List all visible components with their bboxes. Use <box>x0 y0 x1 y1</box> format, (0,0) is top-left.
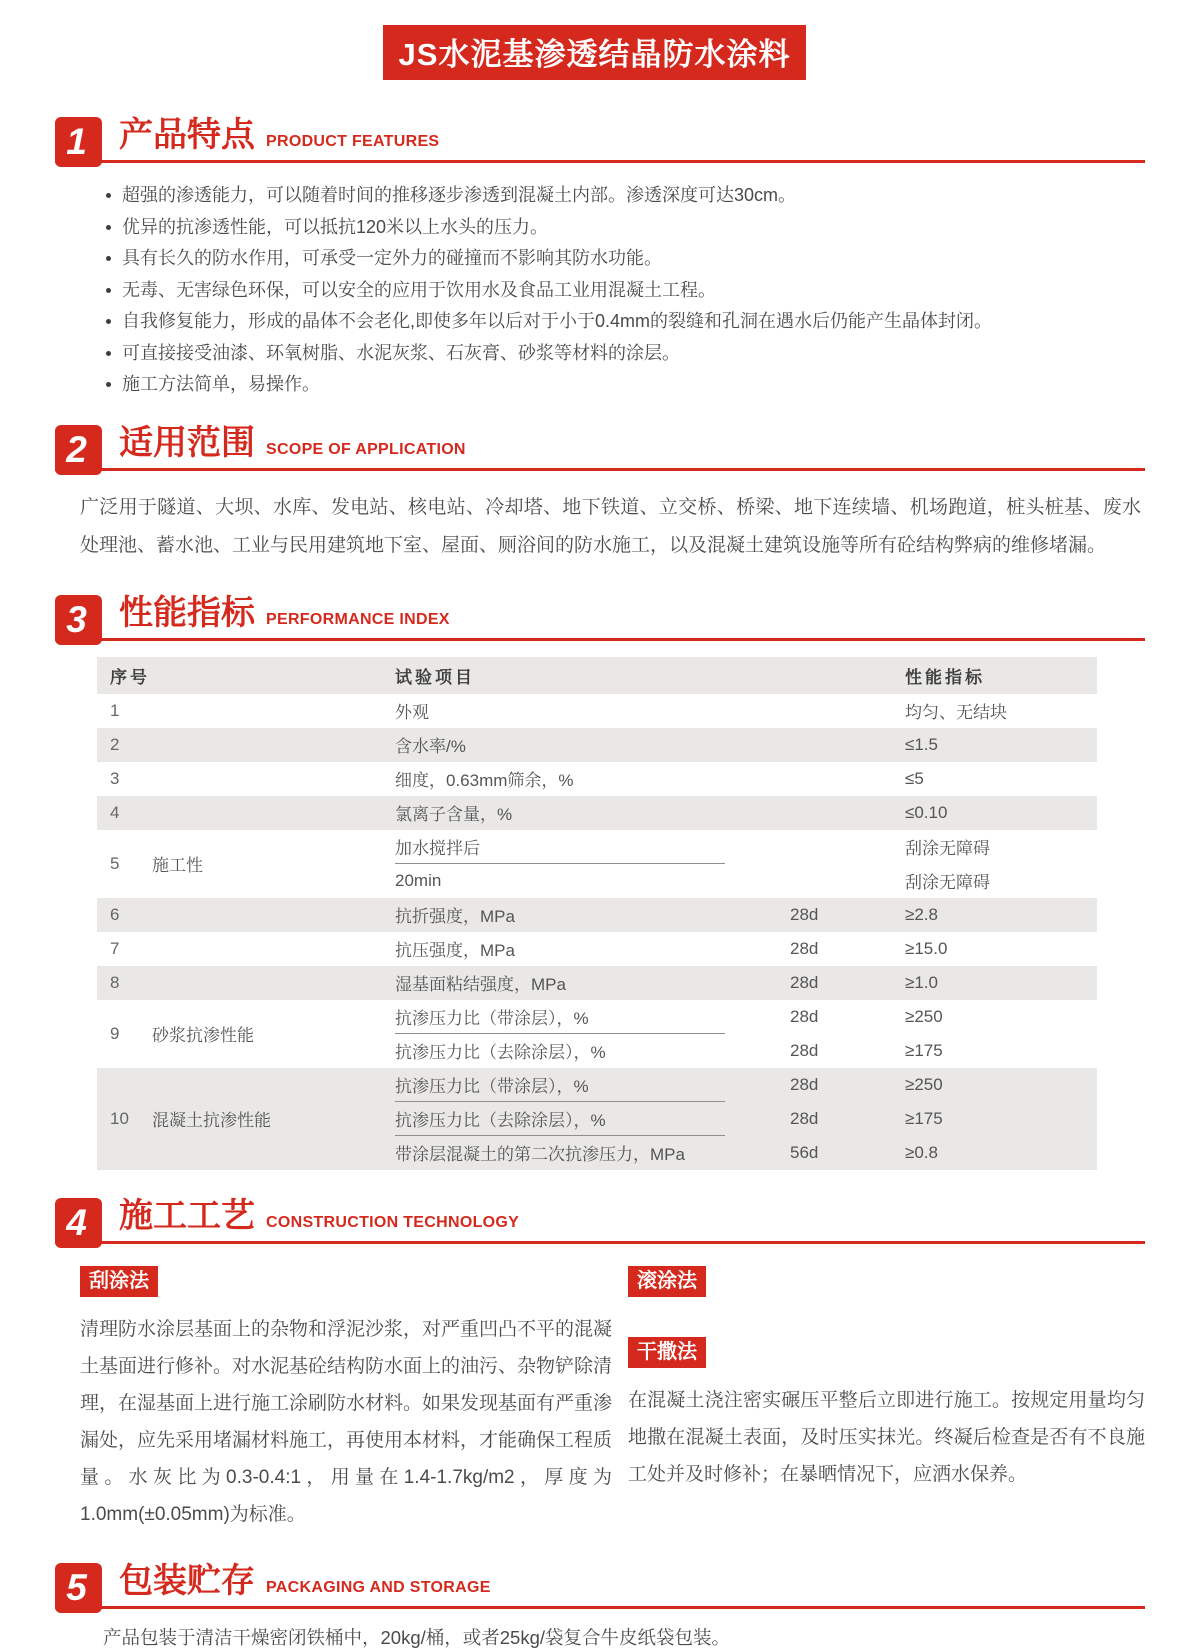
table-row <box>97 796 1097 830</box>
col-header-no: 序号 <box>110 667 150 687</box>
cell-items <box>395 932 1097 966</box>
cell-category: 施工性 <box>152 856 203 875</box>
table-row <box>97 932 1097 966</box>
cell-age: 28d <box>790 1074 819 1094</box>
table-row <box>97 694 1097 728</box>
test-item-row <box>395 830 1097 864</box>
table-header-row <box>97 657 1097 694</box>
cell-age: 28d <box>790 904 819 924</box>
cell-age: 56d <box>790 1142 819 1162</box>
product-title-banner <box>383 25 807 80</box>
cell-no: 5 <box>110 853 120 873</box>
packaging-text: 产品包装于清洁干燥密闭铁桶中，20kg/桶，或者25kg/袋复合牛皮纸袋包装。 <box>103 1626 731 1648</box>
cell-test-item: 湿基面粘结强度，MPa <box>395 975 566 994</box>
cell-index: ≤5 <box>905 768 924 788</box>
cell-index: ≤1.5 <box>905 734 938 754</box>
cell-test-item: 抗折强度，MPa <box>395 907 515 926</box>
cell-category <box>152 932 395 966</box>
section-number-badge: 2 <box>55 425 102 475</box>
cell-items <box>395 762 1097 796</box>
cell-index: ≥175 <box>905 1108 943 1128</box>
cell-items <box>395 728 1097 762</box>
section-packaging-header <box>55 1563 1145 1609</box>
test-item-row <box>395 728 1097 762</box>
cell-test-item: 抗渗压力比（去除涂层），% <box>395 1102 725 1136</box>
table-row <box>97 762 1097 796</box>
table-row <box>97 830 1097 898</box>
test-item-row <box>395 1034 1097 1068</box>
datasheet-page <box>0 25 1189 1648</box>
cell-test-item: 抗渗压力比（带涂层），% <box>395 1000 725 1034</box>
cell-no: 6 <box>110 904 120 924</box>
cell-index: 刮涂无障碍 <box>905 839 990 858</box>
section-packaging <box>0 1563 1189 1650</box>
cell-items <box>395 966 1097 1000</box>
cell-age <box>780 864 895 898</box>
section-scope <box>0 425 1189 565</box>
feature-item: 自我修复能力，形成的晶体不会老化,即使多年以后对于小于0.4mm的裂缝和孔洞在遇水后仍能产生晶体封闭。 <box>103 306 1145 338</box>
feature-item: 无毒、无害绿色环保，可以安全的应用于饮用水及食品工业用混凝土工程。 <box>103 275 1145 307</box>
feature-item: 施工方法简单，易操作。 <box>103 369 1145 401</box>
cell-category: 混凝土抗渗性能 <box>152 1111 271 1130</box>
cell-items <box>395 1068 1097 1170</box>
col-header-item: 试验项目 <box>395 667 475 687</box>
test-item-row <box>395 1102 1097 1136</box>
cell-age: 28d <box>790 1006 819 1026</box>
cell-index: 刮涂无障碍 <box>905 873 990 892</box>
section-performance-header <box>55 595 1145 641</box>
method-badge-dry: 干撒法 <box>628 1337 706 1368</box>
cell-test-item: 20min <box>395 870 442 890</box>
cell-no: 7 <box>110 938 120 958</box>
section-title: 性能指标 <box>119 593 255 632</box>
method-column-left <box>80 1266 612 1533</box>
cell-items <box>395 1000 1097 1068</box>
cell-index: ≥15.0 <box>905 938 948 958</box>
cell-test-item: 氯离子含量，% <box>395 805 513 824</box>
section-subtitle: CONSTRUCTION TECHNOLOGY <box>266 1213 520 1231</box>
section-construction <box>0 1198 1189 1533</box>
cell-age <box>780 762 895 796</box>
section-construction-header <box>55 1198 1145 1244</box>
cell-no: 3 <box>110 768 120 788</box>
feature-item: 优异的抗渗透性能，可以抵抗120米以上水头的压力。 <box>103 212 1145 244</box>
section-title: 产品特点 <box>119 116 255 154</box>
section-title: 适用范围 <box>119 423 255 462</box>
cell-no: 2 <box>110 734 120 754</box>
col-header-index: 性能指标 <box>905 667 985 687</box>
section-features <box>0 117 1189 401</box>
cell-index: ≤0.10 <box>905 802 948 822</box>
method-column-right <box>628 1266 1145 1533</box>
section-title: 包装贮存 <box>119 1561 255 1600</box>
cell-category <box>152 796 395 830</box>
cell-category <box>152 898 395 932</box>
section-subtitle: SCOPE OF APPLICATION <box>266 440 466 458</box>
table-row <box>97 898 1097 932</box>
section-subtitle: PRODUCT FEATURES <box>266 133 440 150</box>
cell-age: 28d <box>790 938 819 958</box>
cell-category: 砂浆抗渗性能 <box>152 1026 254 1045</box>
cell-no: 9 <box>110 1023 120 1043</box>
cell-index: ≥250 <box>905 1006 943 1026</box>
cell-test-item: 抗渗压力比（带涂层），% <box>395 1068 725 1102</box>
cell-no: 10 <box>110 1108 129 1128</box>
cell-test-item: 带涂层混凝土的第二次抗渗压力，MPa <box>395 1145 685 1164</box>
test-item-row <box>395 694 1097 728</box>
scope-text: 广泛用于隧道、大坝、水库、发电站、核电站、冷却塔、地下铁道、立交桥、桥梁、地下连续墙、机场跑道，桩头桩基、废水处理池、蓄水池、工业与民用建筑地下室、屋面、厕浴间的防水施工，以及混凝土建筑设施等所有砼结构弊病的维修堵漏。 <box>80 496 1141 556</box>
test-item-row <box>395 1000 1097 1034</box>
section-title: 施工工艺 <box>119 1196 255 1235</box>
table-row <box>97 1068 1097 1170</box>
features-list <box>103 180 1145 401</box>
cell-test-item: 含水率/% <box>395 737 466 756</box>
cell-test-item: 抗渗压力比（去除涂层），% <box>395 1043 606 1062</box>
method-text-scrape: 清理防水涂层基面上的杂物和浮泥沙浆，对严重凹凸不平的混凝土基面进行修补。对水泥基砼结构防水面上的油污、杂物铲除清理，在湿基面上进行施工涂刷防水材料。如果发现基面有严重渗漏处，应先采用堵漏材料施工，再使用本材料，才能确保工程质量。水灰比为0.3-0.4:1，用量在1.4-1.7kg/m2，厚度为1.0mm(±0.05mm)为标准。 <box>80 1318 613 1525</box>
cell-index: ≥2.8 <box>905 904 938 924</box>
cell-no: 4 <box>110 802 120 822</box>
test-item-row <box>395 1068 1097 1102</box>
test-item-row <box>395 1136 1097 1170</box>
table-row <box>97 966 1097 1000</box>
cell-age <box>780 796 895 830</box>
test-item-row <box>395 932 1097 966</box>
cell-category <box>152 728 395 762</box>
cell-category <box>152 694 395 728</box>
test-item-row <box>395 864 1097 898</box>
feature-item: 超强的渗透能力，可以随着时间的推移逐步渗透到混凝土内部。渗透深度可达30cm。 <box>103 180 1145 212</box>
test-item-row <box>395 796 1097 830</box>
section-number-badge: 5 <box>55 1563 102 1613</box>
test-item-row <box>395 762 1097 796</box>
cell-age <box>780 728 895 762</box>
section-subtitle: PACKAGING AND STORAGE <box>266 1578 491 1596</box>
col-header-category <box>152 657 395 694</box>
product-title: JS水泥基渗透结晶防水涂料 <box>398 37 791 72</box>
method-badge-scrape: 刮涂法 <box>80 1266 158 1297</box>
cell-age <box>780 830 895 864</box>
cell-index: ≥175 <box>905 1040 943 1060</box>
feature-item: 可直接接受油漆、环氧树脂、水泥灰浆、石灰膏、砂浆等材料的涂层。 <box>103 338 1145 370</box>
cell-no: 8 <box>110 972 120 992</box>
cell-index: ≥250 <box>905 1074 943 1094</box>
table-row <box>97 1000 1097 1068</box>
cell-no: 1 <box>110 700 120 720</box>
section-number-badge: 1 <box>55 117 102 167</box>
cell-items <box>395 796 1097 830</box>
cell-items <box>395 830 1097 898</box>
method-badge-roll: 滚涂法 <box>628 1266 706 1297</box>
cell-index: ≥0.8 <box>905 1142 938 1162</box>
cell-age: 28d <box>790 1040 819 1060</box>
test-item-row <box>395 966 1097 1000</box>
cell-category <box>152 762 395 796</box>
method-text-dry: 在混凝土浇注密实碾压平整后立即进行施工。按规定用量均匀地撒在混凝土表面，及时压实抹光。终凝后检查是否有不良施工处并及时修补；在暴晒情况下，应洒水保养。 <box>628 1389 1145 1485</box>
cell-age <box>780 694 895 728</box>
cell-test-item: 抗压强度，MPa <box>395 941 515 960</box>
cell-test-item: 外观 <box>395 703 429 722</box>
performance-table <box>97 657 1097 1170</box>
table-row <box>97 728 1097 762</box>
cell-items <box>395 694 1097 728</box>
section-subtitle: PERFORMANCE INDEX <box>266 610 450 628</box>
section-performance <box>0 595 1189 1170</box>
cell-age: 28d <box>790 1108 819 1128</box>
cell-index: 均匀、无结块 <box>905 703 1007 722</box>
construction-methods <box>80 1266 1145 1533</box>
section-number-badge: 3 <box>55 595 102 645</box>
col-header-age <box>780 657 895 694</box>
cell-items <box>395 898 1097 932</box>
cell-age: 28d <box>790 972 819 992</box>
cell-index: ≥1.0 <box>905 972 938 992</box>
cell-test-item: 加水搅拌后 <box>395 830 725 864</box>
section-scope-header <box>55 425 1145 471</box>
cell-category <box>152 966 395 1000</box>
feature-item: 具有长久的防水作用，可承受一定外力的碰撞而不影响其防水功能。 <box>103 243 1145 275</box>
cell-test-item: 细度，0.63mm筛余，% <box>395 771 574 790</box>
test-item-row <box>395 898 1097 932</box>
section-number-badge: 4 <box>55 1198 102 1248</box>
section-features-header <box>55 117 1145 163</box>
